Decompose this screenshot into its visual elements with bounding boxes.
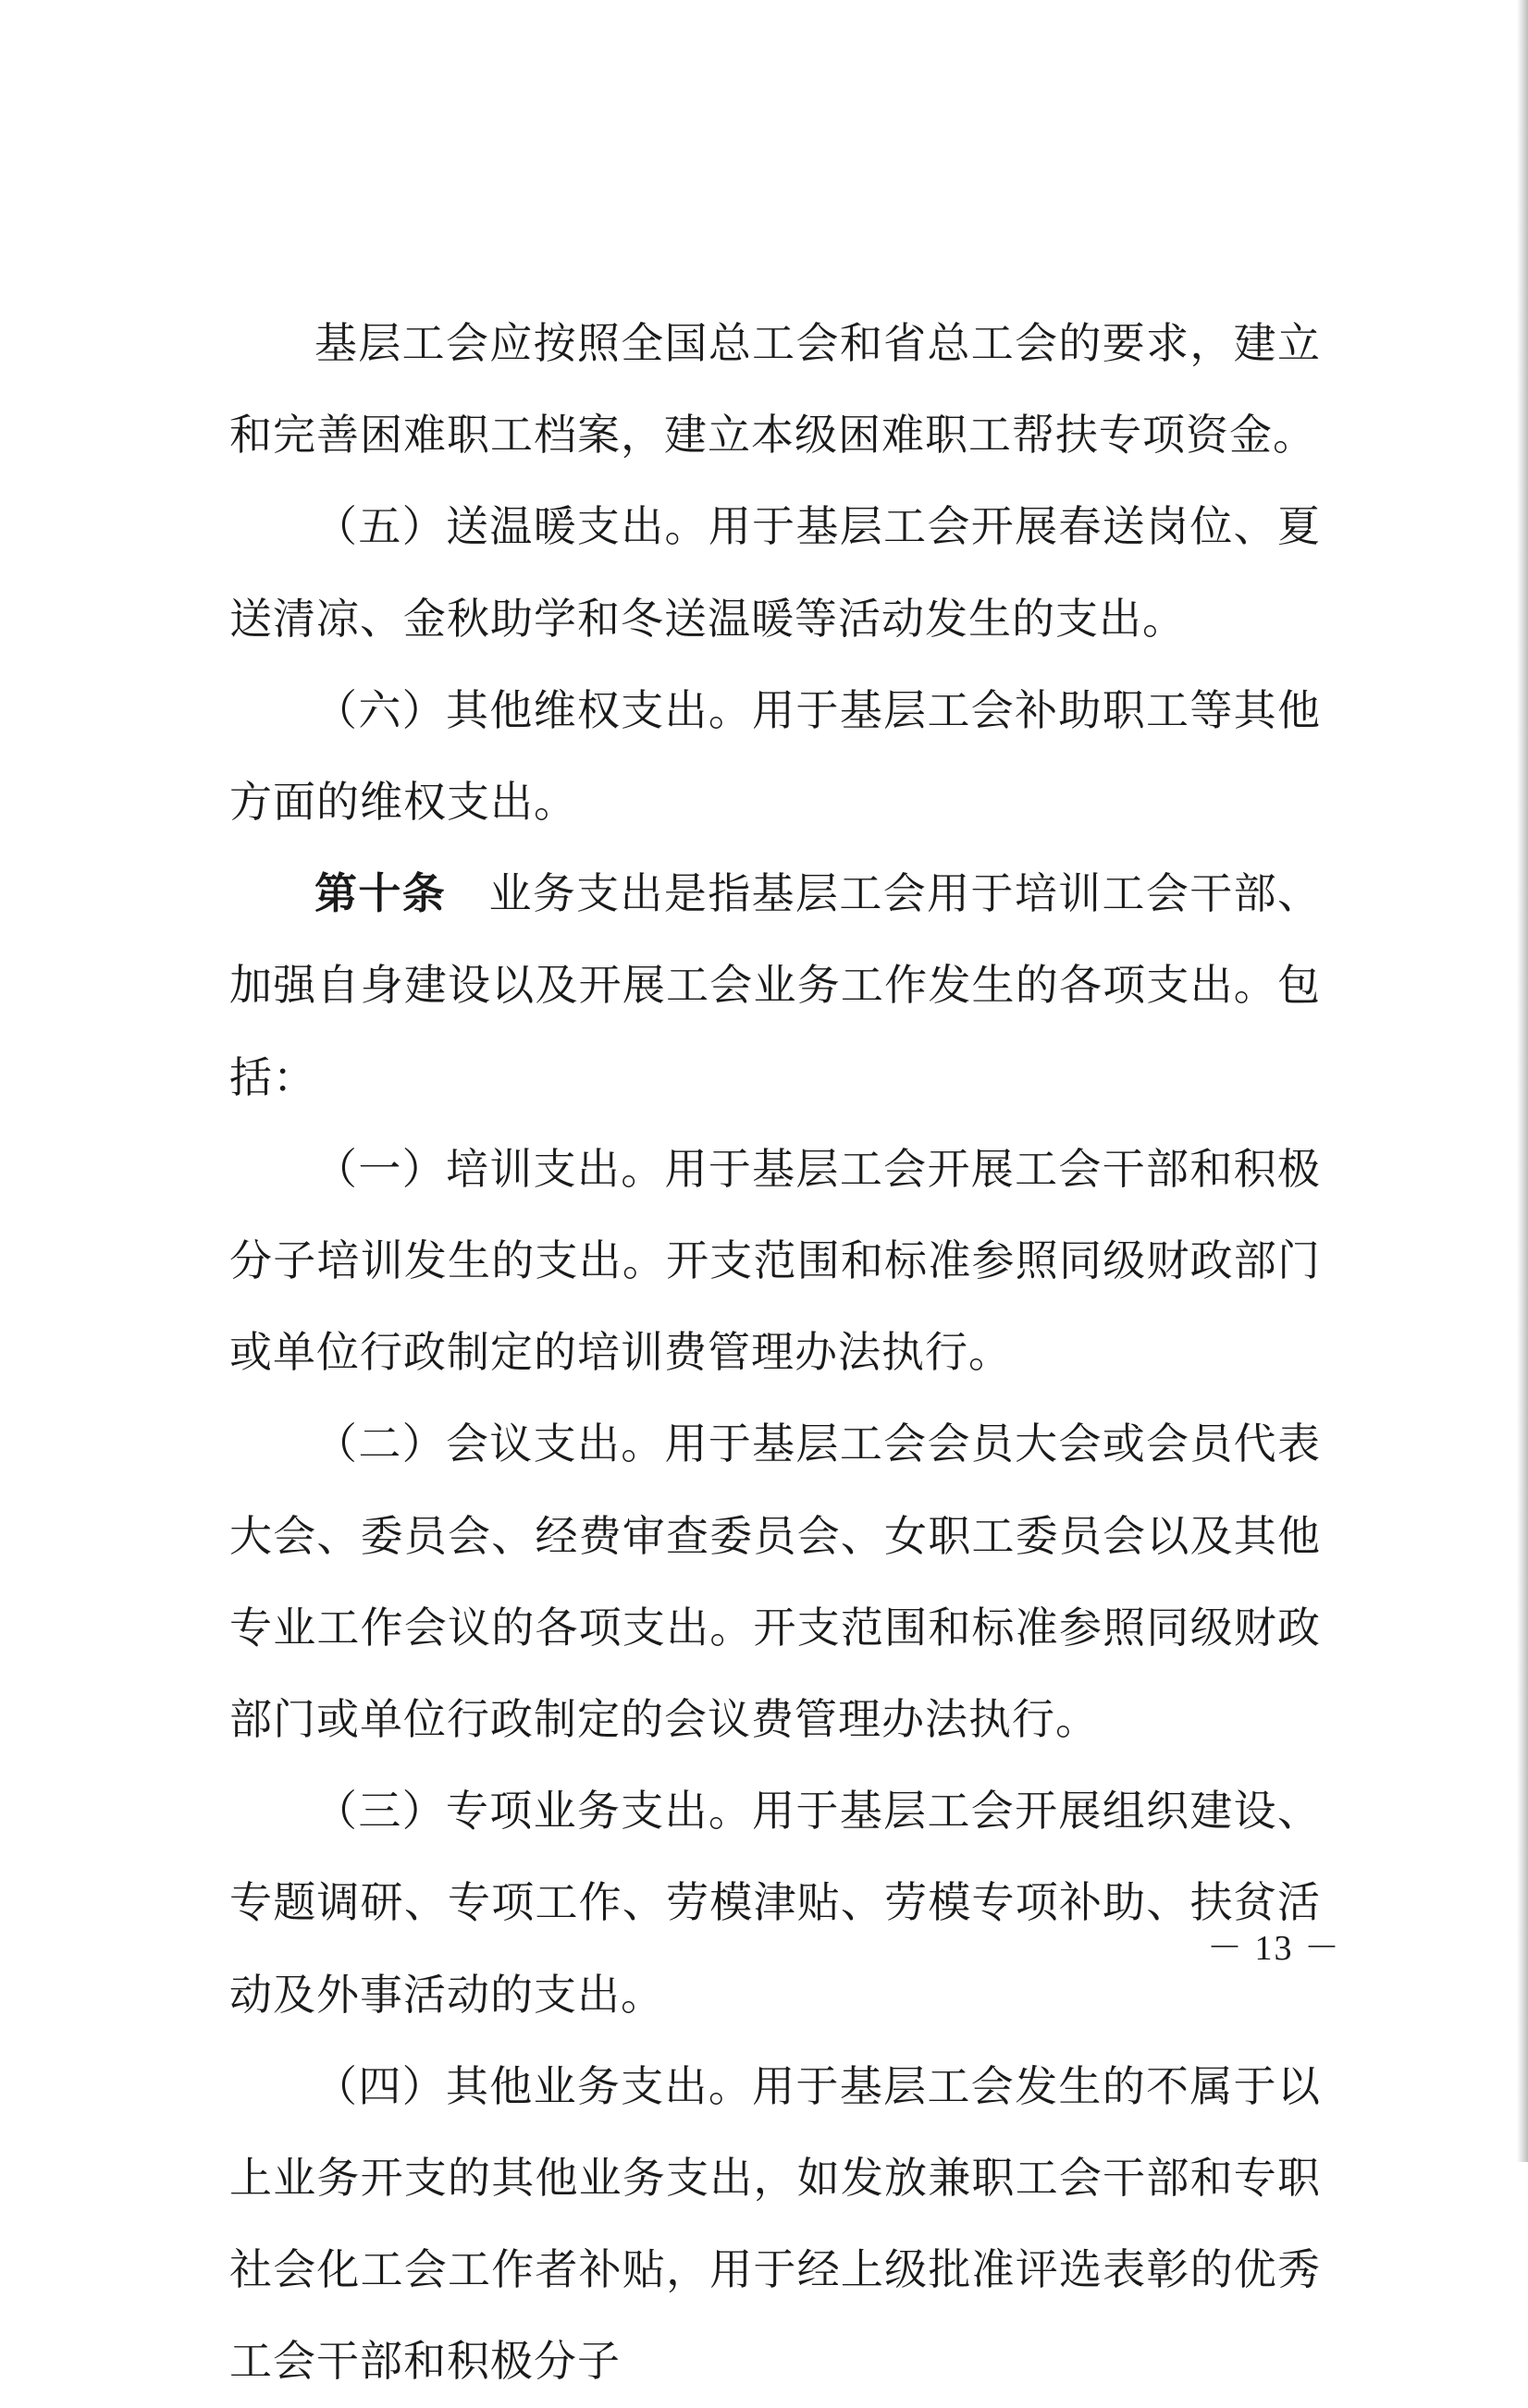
paragraph-meeting-expense: （二）会议支出。用于基层工会会员大会或会员代表大会、委员会、经费审查委员会、女职工委员会以及其他专业工作会议的各项支出。开支范围和标准参照同级财政部门或单位行政制定的会议费管理办法执行。 — [229, 1419, 1321, 1745]
paragraph-article-10 — [229, 848, 1321, 1124]
paragraph-poverty-archive: 基层工会应按照全国总工会和省总工会的要求，建立和完善困难职工档案，建立本级困难职工帮扶专项资金。 — [229, 318, 1321, 461]
scan-edge — [1517, 0, 1528, 2162]
paragraph-warmth-expense: （五）送温暖支出。用于基层工会开展春送岗位、夏送清凉、金秋助学和冬送温暖等活动发生的支出。 — [229, 501, 1321, 644]
paragraph-special-business-expense: （三）专项业务支出。用于基层工会开展组织建设、专题调研、专项工作、劳模津贴、劳模专项补助、扶贫活动及外事活动的支出。 — [229, 1786, 1321, 2020]
paragraph-other-business-expense: （四）其他业务支出。用于基层工会发生的不属于以上业务开支的其他业务支出，如发放兼职工会干部和专职社会化工会工作者补贴，用于经上级批准评选表彰的优秀工会干部和积极分子 — [229, 2060, 1321, 2387]
page-number: － 13 － — [1206, 1929, 1341, 1968]
article-10-text: 业务支出是指基层工会用于培训工会干部、加强自身建设以及开展工会业务工作发生的各项支出。包括： — [229, 868, 1322, 1102]
article-number: 第十条 — [314, 868, 447, 919]
paragraph-training-expense: （一）培训支出。用于基层工会开展工会干部和积极分子培训发生的支出。开支范围和标准参照同级财政部门或单位行政制定的培训费管理办法执行。 — [229, 1143, 1321, 1378]
paragraph-other-rights-expense: （六）其他维权支出。用于基层工会补助职工等其他方面的维权支出。 — [229, 684, 1321, 828]
document-body — [229, 298, 1321, 2408]
